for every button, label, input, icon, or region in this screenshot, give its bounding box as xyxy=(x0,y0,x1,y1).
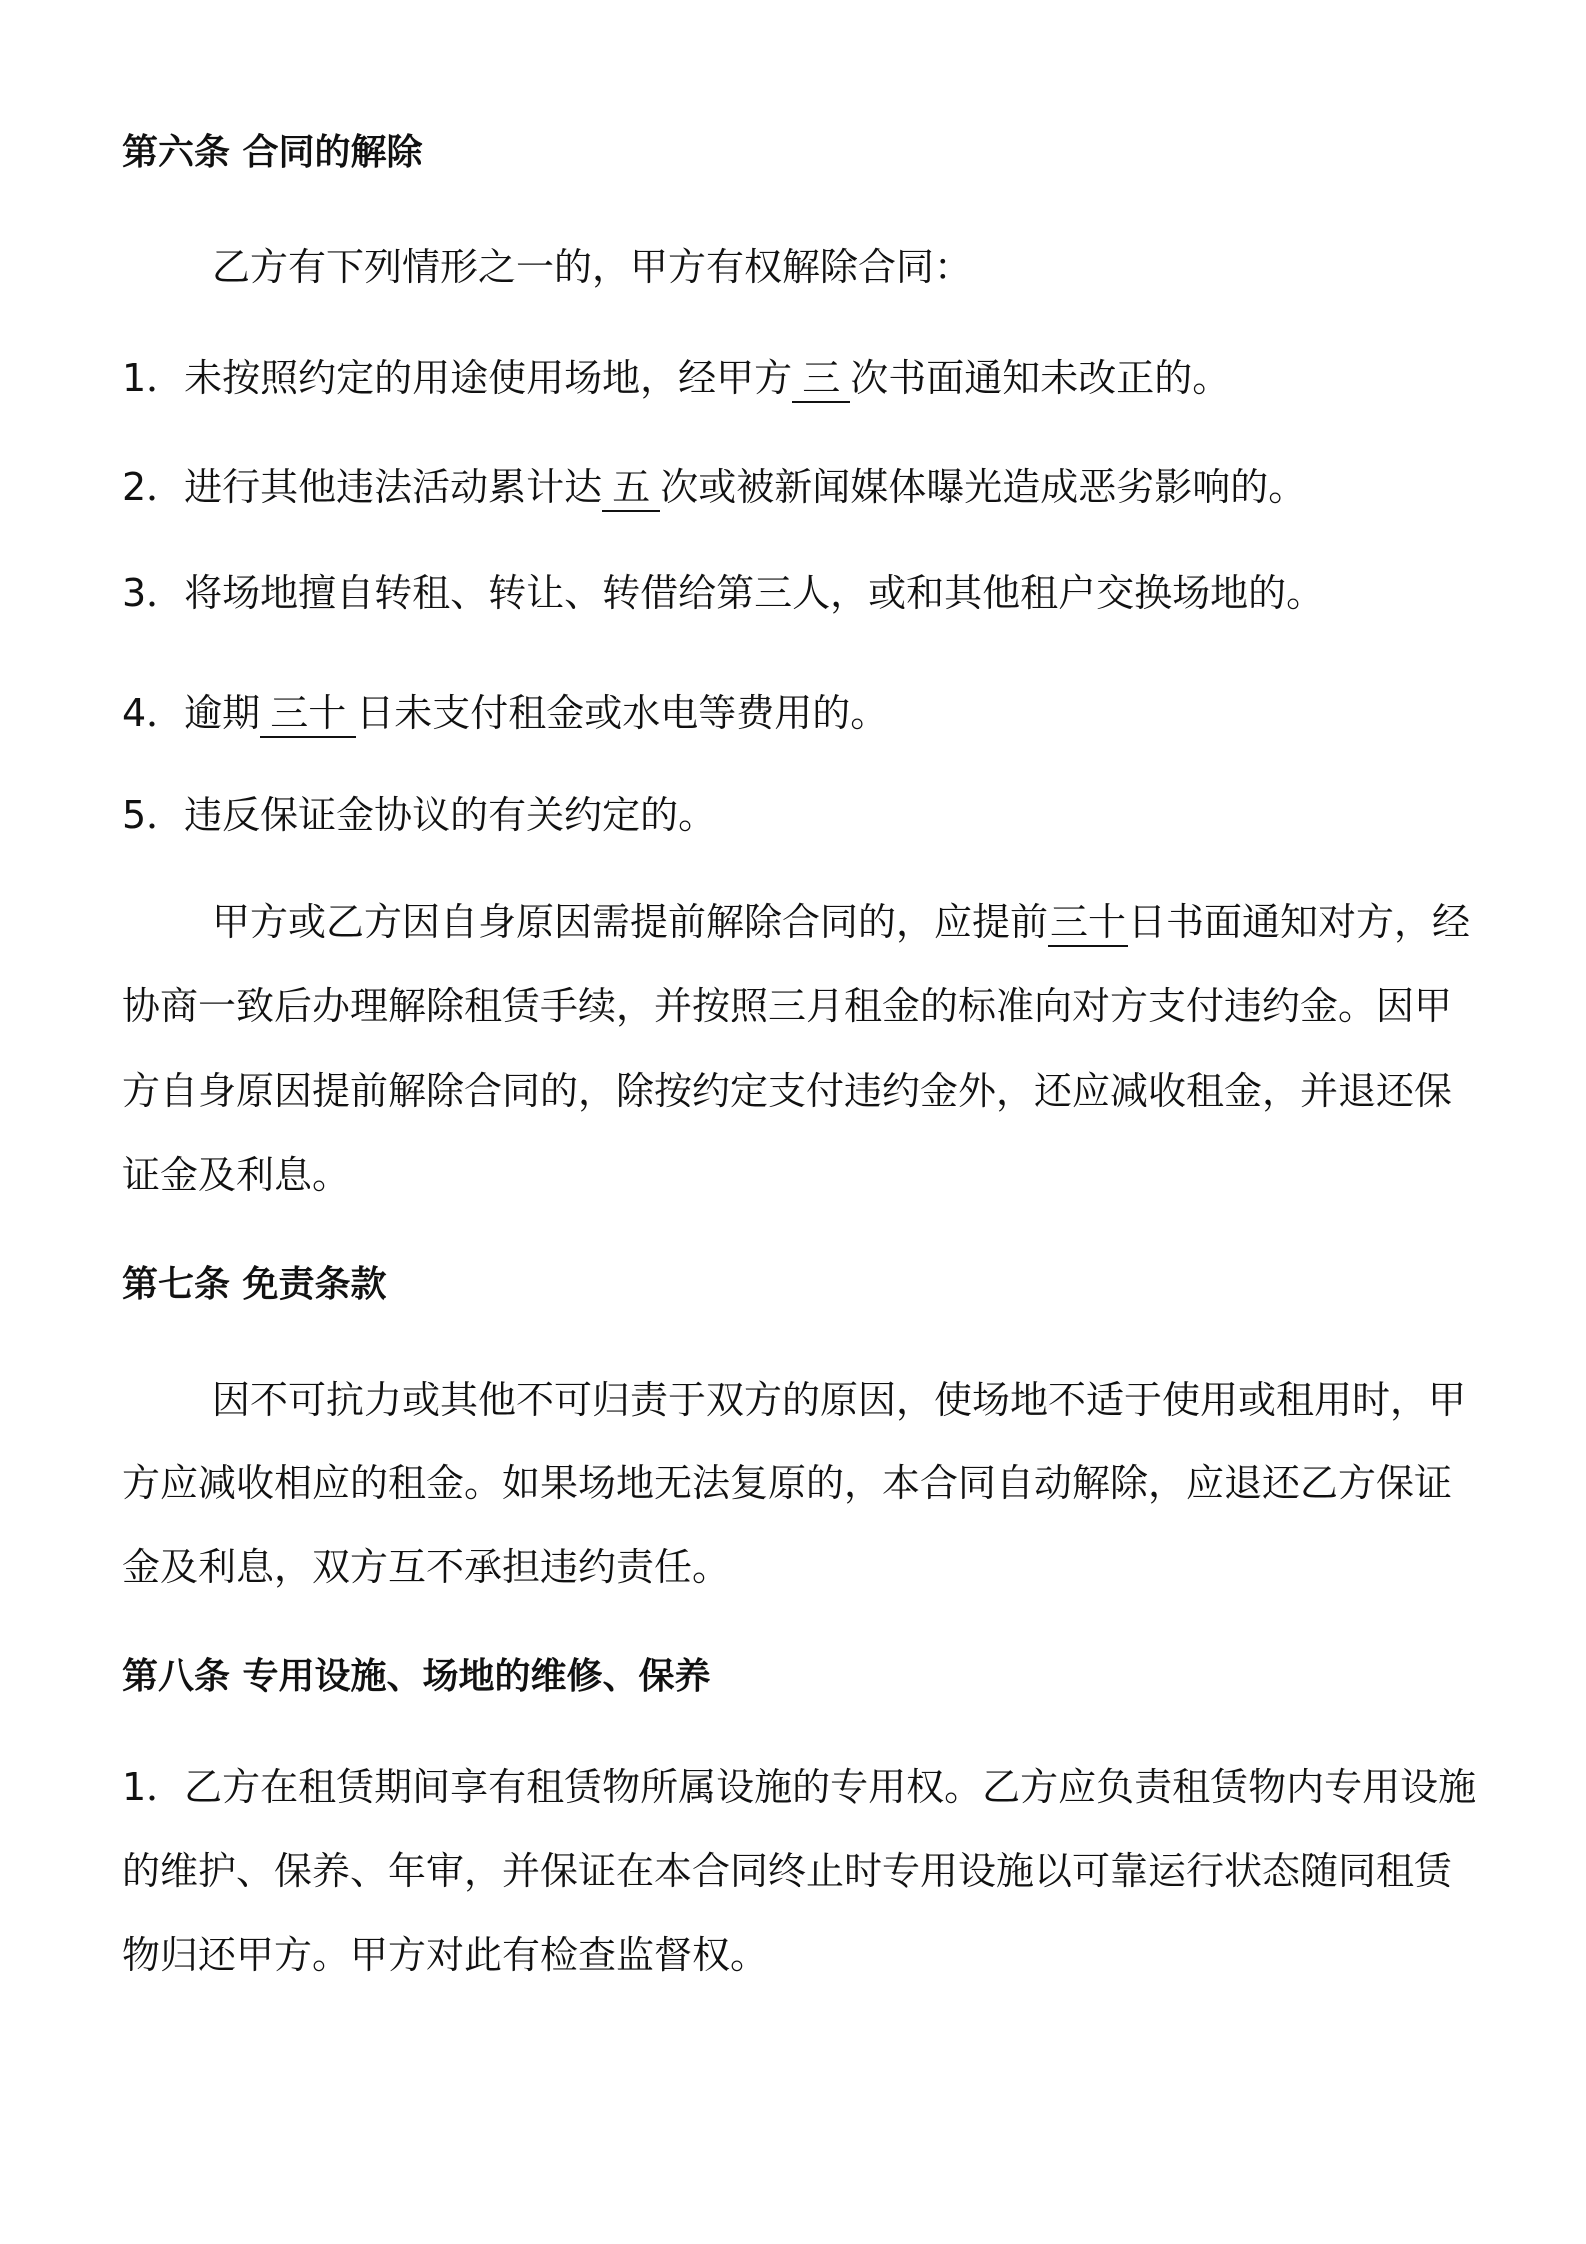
section-7-heading: 第七条 免责条款 xyxy=(122,1264,387,1305)
section-8-line-1: 1．乙方在租赁期间享有租赁物所属设施的专用权。乙方应负责租赁物内专用设施 xyxy=(122,1765,1477,1809)
section-6-para-line-4: 证金及利息。 xyxy=(122,1153,351,1197)
item-1-blank-value: 三 xyxy=(792,355,850,403)
section-7-line-2: 方应减收相应的租金。如果场地无法复原的，本合同自动解除，应退还乙方保证 xyxy=(122,1461,1453,1505)
section-8-line-2: 的维护、保养、年审，并保证在本合同终止时专用设施以可靠运行状态随同租赁 xyxy=(122,1849,1453,1893)
item-2-blank-value: 五 xyxy=(602,464,660,512)
para-blank-value: 三十 xyxy=(1048,899,1128,947)
section-7-line-1: 因不可抗力或其他不可归责于双方的原因，使场地不适于使用或租用时，甲 xyxy=(212,1378,1467,1422)
item-1-text-before: 1．未按照约定的用途使用场地，经甲方 xyxy=(122,356,793,400)
section-8-line-3: 物归还甲方。甲方对此有检查监督权。 xyxy=(122,1933,769,1977)
item-4-text-before: 4．逾期 xyxy=(122,691,261,735)
section-6-item-3: 3．将场地擅自转租、转让、转借给第三人，或和其他租户交换场地的。 xyxy=(122,571,1325,615)
section-6-item-1 xyxy=(122,353,1230,403)
item-2-text-before: 2．进行其他违法活动累计达 xyxy=(122,465,603,509)
section-6-item-5: 5．违反保证金协议的有关约定的。 xyxy=(122,793,717,837)
section-6-para-line-3: 方自身原因提前解除合同的，除按约定支付违约金外，还应减收租金，并退还保 xyxy=(122,1069,1453,1113)
section-6-item-2 xyxy=(122,462,1306,512)
item-4-text-after: 日未支付租金或水电等费用的。 xyxy=(356,691,889,735)
section-6-para-line-1 xyxy=(212,897,1470,947)
item-4-blank-value: 三十 xyxy=(260,690,356,738)
para-text-after: 日书面通知对方，经 xyxy=(1128,900,1471,944)
section-6-para-line-2: 协商一致后办理解除租赁手续，并按照三月租金的标准向对方支付违约金。因甲 xyxy=(122,984,1453,1028)
item-2-text-after: 次或被新闻媒体曝光造成恶劣影响的。 xyxy=(660,465,1307,509)
section-6-intro: 乙方有下列情形之一的，甲方有权解除合同： xyxy=(212,245,973,289)
item-1-text-after: 次书面通知未改正的。 xyxy=(850,356,1231,400)
section-7-line-3: 金及利息，双方互不承担违约责任。 xyxy=(122,1545,731,1589)
section-6-item-4 xyxy=(122,688,888,738)
para-text-before: 甲方或乙方因自身原因需提前解除合同的，应提前 xyxy=(212,900,1049,944)
section-6-heading: 第六条 合同的解除 xyxy=(122,132,423,173)
section-8-heading: 第八条 专用设施、场地的维修、保养 xyxy=(122,1656,711,1697)
